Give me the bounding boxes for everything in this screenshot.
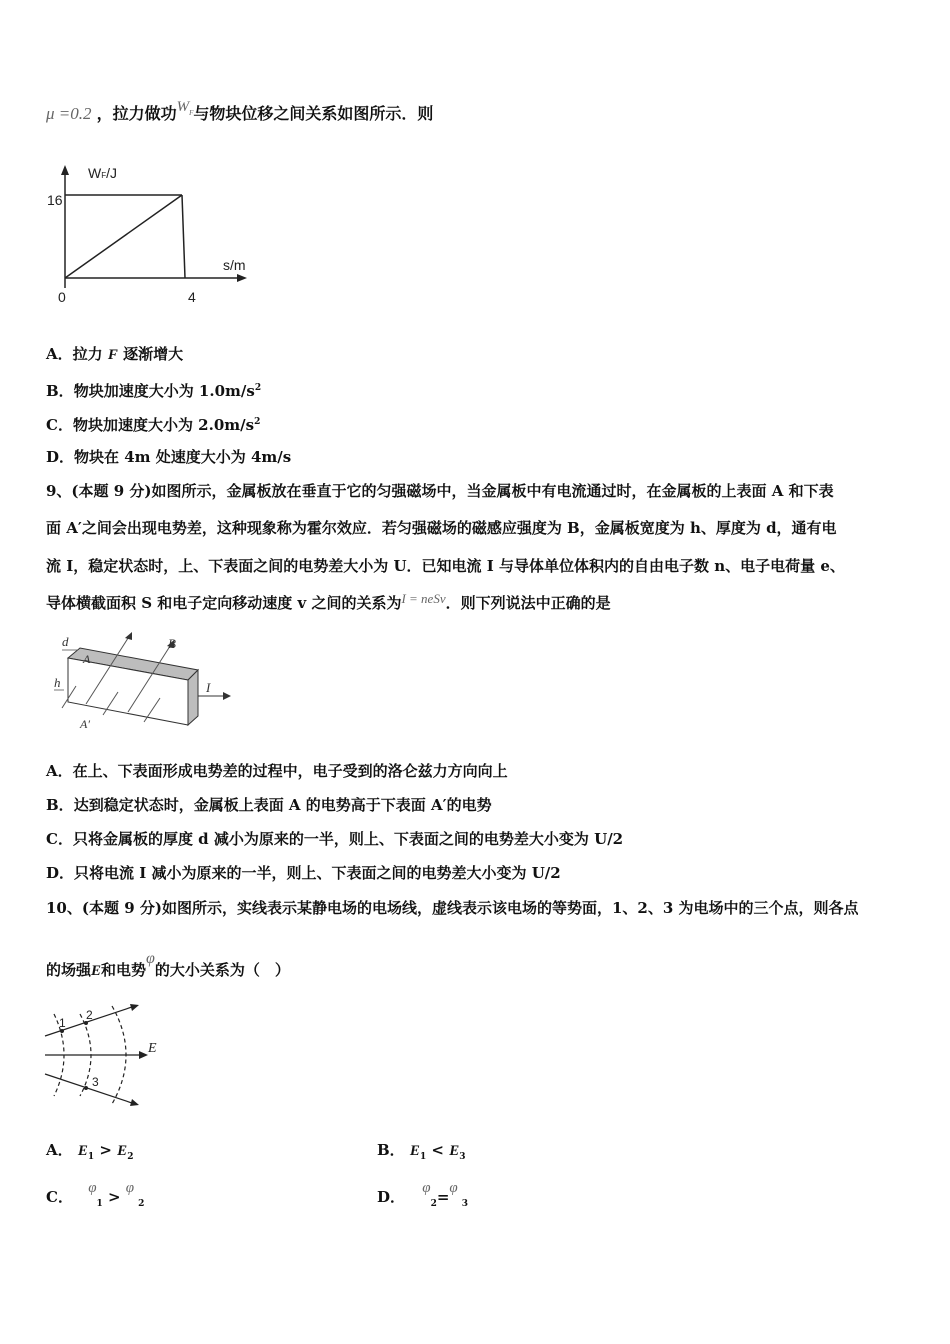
q10-line-2: 的场强E和电势φ的大小关系为（ ） — [46, 950, 290, 979]
intro-text-a: ，拉力做功 — [96, 104, 177, 123]
label-h: h — [54, 675, 61, 690]
label-d: d — [62, 634, 69, 649]
plate-side-face — [188, 670, 198, 725]
x-tick-4: 4 — [188, 289, 196, 305]
label-e: E — [148, 1041, 157, 1056]
y-axis-label: WF/J — [88, 165, 117, 181]
x-axis-arrow — [237, 274, 247, 282]
label-a-prime: A′ — [80, 717, 90, 731]
label-i: I — [206, 680, 211, 695]
work-displacement-graph — [40, 160, 270, 310]
x-axis-label: s/m — [223, 257, 246, 273]
q9-line-3: 流 I，稳定状态时，上、下表面之间的电势差大小为 U．已知电流 I 与导体单位体积内的自由电子数 n、电子电荷量 e、 — [46, 557, 845, 575]
intro-line — [46, 99, 434, 131]
q9-option-a: A．在上、下表面形成电势差的过程中，电子受到的洛仑兹力方向向上 — [46, 762, 508, 780]
q10-option-b: B． $E_1 < E_3$ — [377, 1141, 466, 1162]
label-point-2: 2 — [86, 1008, 93, 1022]
phi-symbol: φ — [146, 950, 155, 967]
q10-option-a: A． $E_1 > E_2$ — [46, 1141, 134, 1162]
q9-line-2: 面 A′之间会出现电势差，这种现象称为霍尔效应．若匀强磁场的磁感应强度为 B，金属板宽度为 h、厚度为 d，通有电 — [46, 519, 837, 537]
q9-option-c: C．只将金属板的厚度 d 减小为原来的一半，则上、下表面之间的电势差大小变为 U/2 — [46, 830, 624, 848]
point-3 — [84, 1086, 88, 1090]
field-line-lower — [45, 1074, 135, 1104]
q9-line-4: 导体横截面积 S 和电子定向移动速度 v 之间的关系为I = neSv．则下列说法中正确的是 — [46, 591, 611, 612]
hall-effect-figure — [48, 630, 238, 735]
q8-option-c: C．物块加速度大小为 $2.0m/s^2$ — [46, 416, 261, 434]
wf-line — [65, 195, 182, 278]
electric-field-figure — [40, 1000, 180, 1110]
q10-line-1: 10、(本题 9 分)如图所示，实线表示某静电场的电场线，虚线表示该电场的等势面，1、2、3 为电场中的三个点，则各点 — [46, 899, 859, 917]
q10-option-d: D． $\varphi_2=\varphi_3$ — [377, 1180, 468, 1209]
wf-symbol: $W_F$ — [176, 99, 194, 117]
y-axis-arrow — [61, 165, 69, 175]
q8-option-b: B．物块加速度大小为 $1.0m/s^2$ — [46, 382, 262, 400]
drop-line — [182, 195, 185, 278]
mu-expression: μ =0.2 — [46, 104, 92, 123]
q10-option-c: C． $\varphi_1 > \varphi_2$ — [46, 1180, 145, 1209]
intro-text-b: 与物块位移之间关系如图所示．则 — [193, 104, 434, 123]
label-a: A — [83, 652, 91, 666]
y-tick-16: 16 — [47, 192, 63, 208]
label-point-3: 3 — [92, 1075, 99, 1089]
q8-option-d: D．物块在 4m 处速度大小为 4m/s — [46, 448, 292, 466]
label-b: B — [168, 636, 176, 651]
hall-formula: I = neSv — [401, 591, 446, 606]
q9-line-1: 9、(本题 9 分)如图所示，金属板放在垂直于它的匀强磁场中，当金属板中有电流通过时，在金属板的上表面 A 和下表 — [46, 482, 834, 500]
q9-option-b: B．达到稳定状态时，金属板上表面 A 的电势高于下表面 A′的电势 — [46, 796, 492, 814]
q9-option-d: D．只将电流 I 减小为原来的一半，则上、下表面之间的电势差大小变为 U/2 — [46, 864, 561, 882]
label-point-1: 1 — [59, 1016, 66, 1030]
q8-option-a: A．拉力 F 逐渐增大 — [46, 345, 184, 363]
origin-label: 0 — [58, 289, 66, 305]
